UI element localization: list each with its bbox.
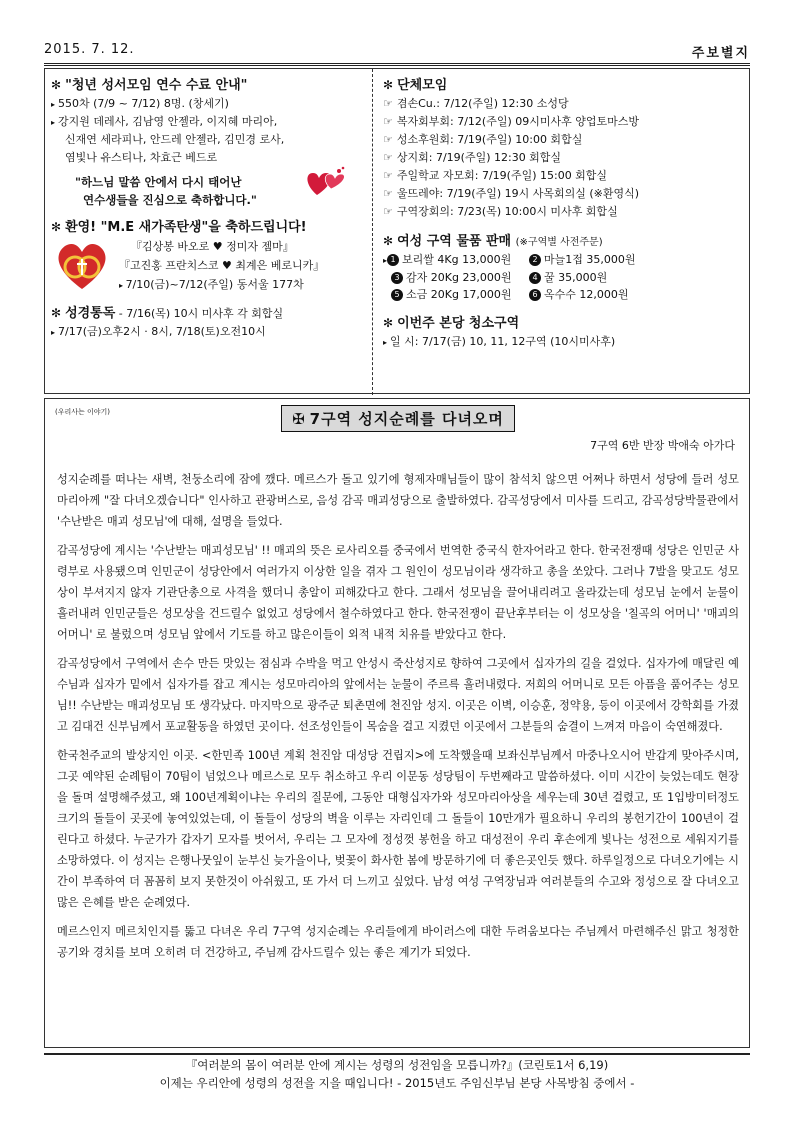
pointing-hand-icon: ☞ [383, 115, 393, 128]
sale-item: 꿀 35,000원 [544, 271, 608, 284]
couple-line: 『고진홍 프란치스코 ♥ 최계은 베로니카』 [119, 259, 325, 272]
pointing-hand-icon: ☞ [383, 97, 393, 110]
group-item: 주일학교 자모회: 7/19(주일) 15:00 회합실 [396, 169, 608, 182]
bible-line: ▸ 7/17(금)오후2시 · 8시, 7/18(토)오전10시 [51, 325, 266, 338]
article-body [57, 469, 739, 971]
welcome-date: 7/10(금)~7/12(주일) 동서울 177차 [125, 278, 304, 291]
article-paragraph: 성지순례를 떠나는 새벽, 천둥소리에 잠에 깼다. 메르스가 돌고 있기에 형제자매님들이 많이 참석치 않으면 어쩌나 하면서 성당에 들러 성모마리아께 "잘 다녀오겠습니다" 인사하고 관광버스로, 음성 감곡 매괴성당으로 출발하였다. 감곡성당에서 미사를 드리고, 감곡성당박물관에서 '수난받은 매괴 성모님'에 대해, 설명을 들었다. [57, 473, 739, 528]
group-item: 성소후원회: 7/19(주일) 10:00 회합실 [396, 133, 583, 146]
article-box [44, 398, 750, 1048]
sale-item: 보리쌀 4Kg 13,000원 [402, 253, 512, 266]
youth-line: ▸ 550차 (7/9 ~ 7/12) 8명. (창세기) [51, 97, 229, 110]
announcements-box [44, 68, 750, 394]
snowflake-icon: ✻ [383, 78, 394, 92]
article-title: ✠ 7구역 성지순례를 다녀오며 [281, 405, 515, 432]
group-item: 상지회: 7/19(주일) 12:30 회합실 [396, 151, 562, 164]
me-logo-icon [51, 237, 113, 293]
article-paragraph: 한국천주교의 발상지인 이곳. <한민족 100년 계획 천진암 대성당 건립지>에 도착했을때 보좌신부님께서 마중나오시어 반갑게 맞아주시며, 그곳 예약된 순례팀이 70팀이 넘었으나 메르스로 모두 취소하고 우리 이문동 성당팀이 두번째라고 말씀하셨다. 이미 시간이 늦었는데도 현장을 돌며 설명해주셨고, 왜 100년계획이냐는 우리의 질문에, 그동안 대형십자가와 성모마리아상을 세우는데 30년 걸렸고, 또 1입방미터정도 크기의 돌들이 곳곳에 놓여있었는데, 이 돌들이 성당의 벽을 이루는 자리인데 그 돌들이 10만개가 필요하니 우리의 봉헌기간이 100년이 걸린다고 하셨다. 누군가가 갑자기 모자를 벗어서, 우리는 그 모자에 정성껏 봉헌을 하고 대성전이 우리 후손에게 빛나는 성전으로 세워지기를 소망하였다. 이 성지는 은행나뭇잎이 눈부신 늦가을이나, 벚꽃이 화사한 봄에 방문하기에 더 좋은곳인듯 했다. 하루일정으로 다녀오기에는 시간이 부족하여 더 꼼꼼히 보지 못한것이 아쉬웠고, 또 가서 더 느끼고 싶었다. 남성 여성 구역장님과 여러분들의 수고와 정성으로 잘 다녀오고 많은 은혜를 받은 순례였다. [57, 749, 739, 909]
article-category: (우리사는 이야기) [55, 408, 111, 416]
cleaning-line: ▸ 일 시: 7/17(금) 10, 11, 12구역 (10시미사후) [383, 335, 616, 348]
sale-item: 소금 20Kg 17,000원 [406, 288, 512, 301]
pointing-hand-icon: ☞ [383, 205, 393, 218]
header-rule [44, 63, 750, 66]
snowflake-icon: ✻ [51, 220, 62, 234]
cross-icon: ✠ [292, 410, 306, 428]
page-footer [44, 1056, 750, 1092]
snowflake-icon: ✻ [383, 234, 394, 248]
group-item: 울뜨레야: 7/19(주일) 19시 사목회의실 (※환영식) [396, 187, 640, 200]
triangle-bullet-icon: ▸ [51, 328, 56, 337]
right-column [383, 75, 745, 351]
pointing-hand-icon: ☞ [383, 151, 393, 164]
triangle-bullet-icon: ▸ [383, 338, 388, 347]
groups-section-title: ✻ 단체모임 [383, 78, 448, 93]
pointing-hand-icon: ☞ [383, 187, 393, 200]
group-item: 겸손Cu.: 7/12(주일) 12:30 소성당 [396, 97, 569, 110]
group-item: 구역장회의: 7/23(목) 10:00시 미사후 회합실 [396, 205, 618, 218]
cleaning-section-title: ✻ 이번주 본당 청소구역 [383, 316, 520, 331]
couple-line: 『김상봉 바오로 ♥ 정미자 젬마』 [131, 240, 294, 253]
hearts-icon [303, 165, 347, 201]
youth-line: 염빛나 유스티나, 차효근 베드로 [65, 151, 218, 164]
pointing-hand-icon: ☞ [383, 133, 393, 146]
sale-item: 옥수수 12,000원 [544, 288, 629, 301]
article-byline: 7구역 6반 반장 박애숙 아가다 [590, 439, 735, 452]
page-header [44, 42, 750, 62]
bible-section-title: ✻ 성경통독 - 7/16(목) 10시 미사후 각 회합실 [51, 306, 284, 321]
youth-line: ▸ 강지원 데레사, 김남영 안젤라, 이지혜 마리아, [51, 115, 278, 128]
article-paragraph: 감곡성당에서 구역에서 손수 만든 맛있는 점심과 수박을 먹고 안성시 죽산성지로 향하여 그곳에서 십자가의 길을 걸었다. 십자가에 매달린 예수님과 십자가 밑에서 십자가를 잡고 계시는 성모마리아의 앞에서는 눈물이 주르륵 흘러내렸다. 저희의 어머니로 모든 아픔을 품어주는 성모님!! 수난받는 매괴성모님 또 생각났다. 마지막으로 광주군 퇴촌면에 천진암 성지. 이곳은 이벽, 이승훈, 정약용, 등이 이곳에서 강학회를 가졌고 김대건 신부님께서 포교활동을 하였던 곳이다. 선조성인들이 목숨을 걸고 지켰던 이곳에서 그분들의 숨결이 느껴져 마음이 숙연해졌다. [57, 657, 739, 733]
sale-item: 감자 20Kg 23,000원 [406, 271, 512, 284]
footer-motto: 이제는 우리안에 성령의 성전을 지을 때입니다! - 2015년도 주임신부님 본당 사목방침 중에서 - [159, 1076, 635, 1090]
issue-date: 2015. 7. 12. [44, 42, 135, 57]
article-paragraph: 메르스인지 메르치인지를 뚫고 다녀온 우리 7구역 성지순례는 우리들에게 바이러스에 대한 두려움보다는 주님께서 마련해주신 맑고 청정한 공기와 경치를 보며 오히려 더 건강하고, 주님께 감사드릴수 있는 좋은 계기가 되었다. [57, 925, 739, 959]
snowflake-icon: ✻ [51, 306, 62, 320]
snowflake-icon: ✻ [51, 78, 62, 92]
sale-item: 마늘1접 35,000원 [544, 253, 636, 266]
triangle-bullet-icon: ▸ [383, 256, 388, 265]
quote-line: 연수생들을 진심으로 축하합니다." [83, 193, 257, 207]
welcome-text [119, 237, 324, 295]
footer-rule [44, 1053, 750, 1055]
sale-items: ▸ 1 보리쌀 4Kg 13,000원 2 마늘1접 35,000원 3 감자 20Kg 23,000원 4 꿀 35,000원 5 소금 20Kg 17,000원 6 옥수수 12,000원 [383, 253, 636, 301]
left-column [51, 75, 367, 341]
welcome-section-title: ✻ 환영! "M.E 새가족탄생"을 축하드립니다! [51, 220, 307, 235]
youth-section-title: ✻ "청년 성서모임 연수 수료 안내" [51, 78, 248, 93]
quote-line: "하느님 말씀 안에서 다시 태어난 [75, 175, 242, 189]
column-divider [372, 69, 373, 395]
pointing-hand-icon: ☞ [383, 169, 393, 182]
snowflake-icon: ✻ [383, 316, 394, 330]
triangle-bullet-icon: ▸ [51, 118, 56, 127]
welcome-row [51, 237, 367, 295]
bulletin-title: 주보별지 [691, 46, 750, 61]
youth-line: 신재연 세라피나, 안드레 안젤라, 김민경 로사, [65, 133, 285, 146]
group-item: 복자회부회: 7/12(주일) 09시미사후 양업토마스방 [396, 115, 639, 128]
triangle-bullet-icon: ▸ [51, 100, 56, 109]
youth-congrats-quote [51, 173, 367, 209]
sale-section-title: ✻ 여성 구역 물품 판매 (※구역별 사전주문) [383, 234, 603, 249]
footer-scripture: 『여러분의 몸이 여러분 안에 계시는 성령의 성전임을 모릅니까?』(코린토1서 6,19) [185, 1058, 609, 1072]
triangle-bullet-icon: ▸ [119, 281, 126, 290]
article-paragraph: 감곡성당에 계시는 '수난받는 매괴성모님' !! 매괴의 뜻은 로사리오를 중국에서 번역한 중국식 한자어라고 한다. 한국전쟁때 성당은 인민군 사령부로 사용됐으며 인민군이 성당안에서 여러가지 이상한 일을 겪자 그 원인이 성모님이라 생각하고 총을 쏘았다. 그러나 7발을 맞고도 성모상이 부셔지지 않자 기관단총으로 사격을 했더니 총알이 피해갔다고 한다. 그래서 성모님을 끌어내리려고 올라갔는데 성모님 눈에서 눈물이 흘러내려 인민군들은 성모상을 건드릴수 없었고 성당에서 철수하였다고 한다. 한국전쟁이 끝난후부터는 이 성모상을 '칠곡의 어머니' '매괴의 어머니' 로 불렀으며 성모님 앞에서 기도를 하고 많은이들이 외적 내적 치유를 받았다고 한다. [57, 544, 739, 641]
